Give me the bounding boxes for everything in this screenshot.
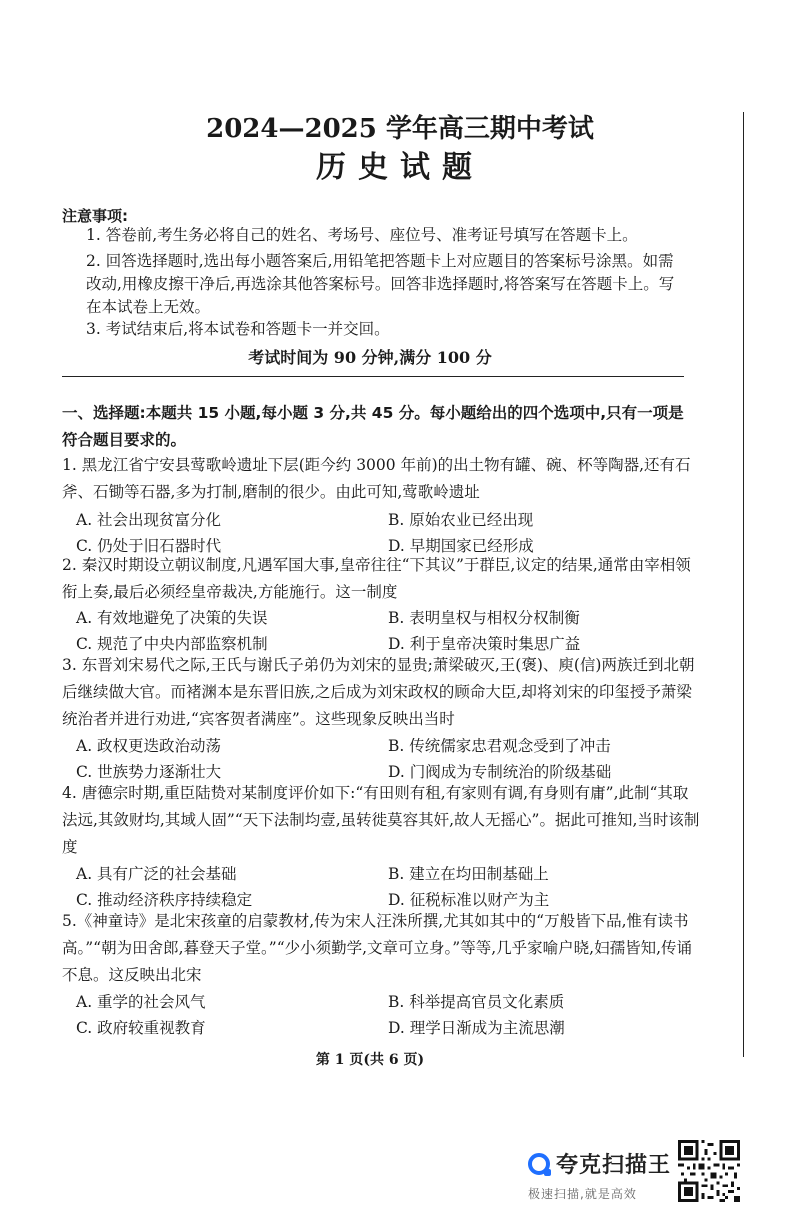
question-5-option-d: D. 理学日渐成为主流思潮 [388, 1019, 565, 1037]
question-4-option-a: A. 具有广泛的社会基础 [76, 865, 237, 883]
section-heading: 一、选择题:本题共 15 小题,每小题 3 分,共 45 分。每小题给出的四个选项中,只有一项是符合题目要求的。 [62, 404, 684, 449]
notice-item-3: 3. 考试结束后,将本试卷和答题卡一并交回。 [86, 320, 390, 338]
question-5-option-c: C. 政府较重视教育 [76, 1019, 206, 1037]
question-1-option-d: D. 早期国家已经形成 [388, 537, 534, 555]
question-1-option-c: C. 仍处于旧石器时代 [76, 537, 222, 555]
question-2-option-d: D. 利于皇帝决策时集思广益 [388, 635, 581, 653]
question-1-stem: 1. 黑龙江省宁安县莺歌岭遗址下层(距今约 3000 年前)的出土物有罐、碗、杯等陶器,还有石斧、石锄等石器,多为打制,磨制的很少。由此可知,莺歌岭遗址 [62, 456, 691, 501]
quark-logo-icon [528, 1153, 550, 1175]
watermark-brand: 夸克扫描王 [556, 1153, 672, 1178]
exam-subject: 历史试题 [316, 150, 484, 185]
question-3-option-c: C. 世族势力逐渐壮大 [76, 763, 222, 781]
question-3-option-a: A. 政权更迭政治动荡 [76, 737, 222, 755]
notice-item-2: 2. 回答选择题时,选出每小题答案后,用铅笔把答题卡上对应题目的答案标号涂黑。如需改动,用橡皮擦干净后,再选涂其他答案标号。回答非选择题时,将答案写在答题卡上。写在本试卷上无效。 [86, 252, 675, 316]
question-3-option-d: D. 门阀成为专制统治的阶级基础 [388, 763, 612, 781]
binding-line [743, 112, 744, 1057]
question-4-stem: 4. 唐德宗时期,重臣陆贽对某制度评价如下:“有田则有租,有家则有调,有身则有庸”,此制“其取法远,其敛财均,其域人固”“天下法制均壹,虽转徙莫容其奸,故人无摇心”。据此可推知,当时该制度 [62, 784, 700, 856]
exam-time-note: 考试时间为 90 分钟,满分 100 分 [248, 348, 492, 367]
page-number: 第 1 页(共 6 页) [315, 1052, 425, 1068]
question-4-option-d: D. 征税标准以财产为主 [388, 891, 550, 909]
question-5-option-b: B. 科举提高官员文化素质 [388, 993, 565, 1011]
question-3-option-b: B. 传统儒家忠君观念受到了冲击 [388, 737, 611, 755]
question-1-option-b: B. 原始农业已经出现 [388, 511, 534, 529]
notice-item-1: 1. 答卷前,考生务必将自己的姓名、考场号、座位号、准考证号填写在答题卡上。 [86, 226, 638, 244]
question-4-option-c: C. 推动经济秩序持续稳定 [76, 891, 253, 909]
question-5-stem: 5.《神童诗》是北宋孩童的启蒙教材,传为宋人汪洙所撰,尤其如其中的“万般皆下品,惟有读书高。”“朝为田舍郎,暮登天子堂。”“少小须勤学,文章可立身。”等等,几乎家喻户晓,妇孺皆知,传诵不息。这反映出北宋 [62, 912, 693, 984]
question-2-option-b: B. 表明皇权与相权分权制衡 [388, 609, 580, 627]
exam-title: 2024—2025 学年高三期中考试 [206, 114, 594, 144]
scanner-watermark [528, 1148, 678, 1202]
question-5-option-a: A. 重学的社会风气 [76, 993, 206, 1011]
question-3-stem: 3. 东晋刘宋易代之际,王氏与谢氏子弟仍为刘宋的显贵;萧梁破灭,王(褒)、庾(信)两族迁到北朝后继续做大官。而褚渊本是东晋旧族,之后成为刘宋政权的顾命大臣,却将刘宋的印玺授予萧梁统治者并进行劝进,“宾客贺者满座”。这些现象反映出当时 [62, 656, 695, 728]
question-2-option-c: C. 规范了中央内部监察机制 [76, 635, 268, 653]
notice-heading: 注意事项: [62, 207, 128, 225]
question-4-option-b: B. 建立在均田制基础上 [388, 865, 549, 883]
question-1-option-a: A. 社会出现贫富分化 [76, 511, 222, 529]
divider-rule [62, 376, 684, 377]
watermark-slogan: 极速扫描,就是高效 [528, 1187, 637, 1201]
question-2-option-a: A. 有效地避免了决策的失误 [76, 609, 268, 627]
question-2-stem: 2. 秦汉时期设立朝议制度,凡遇军国大事,皇帝往往“下其议”于群臣,议定的结果,通常由宰相领衔上奏,最后必须经皇帝裁决,方能施行。这一制度 [62, 556, 691, 601]
qr-code-icon [678, 1140, 740, 1202]
